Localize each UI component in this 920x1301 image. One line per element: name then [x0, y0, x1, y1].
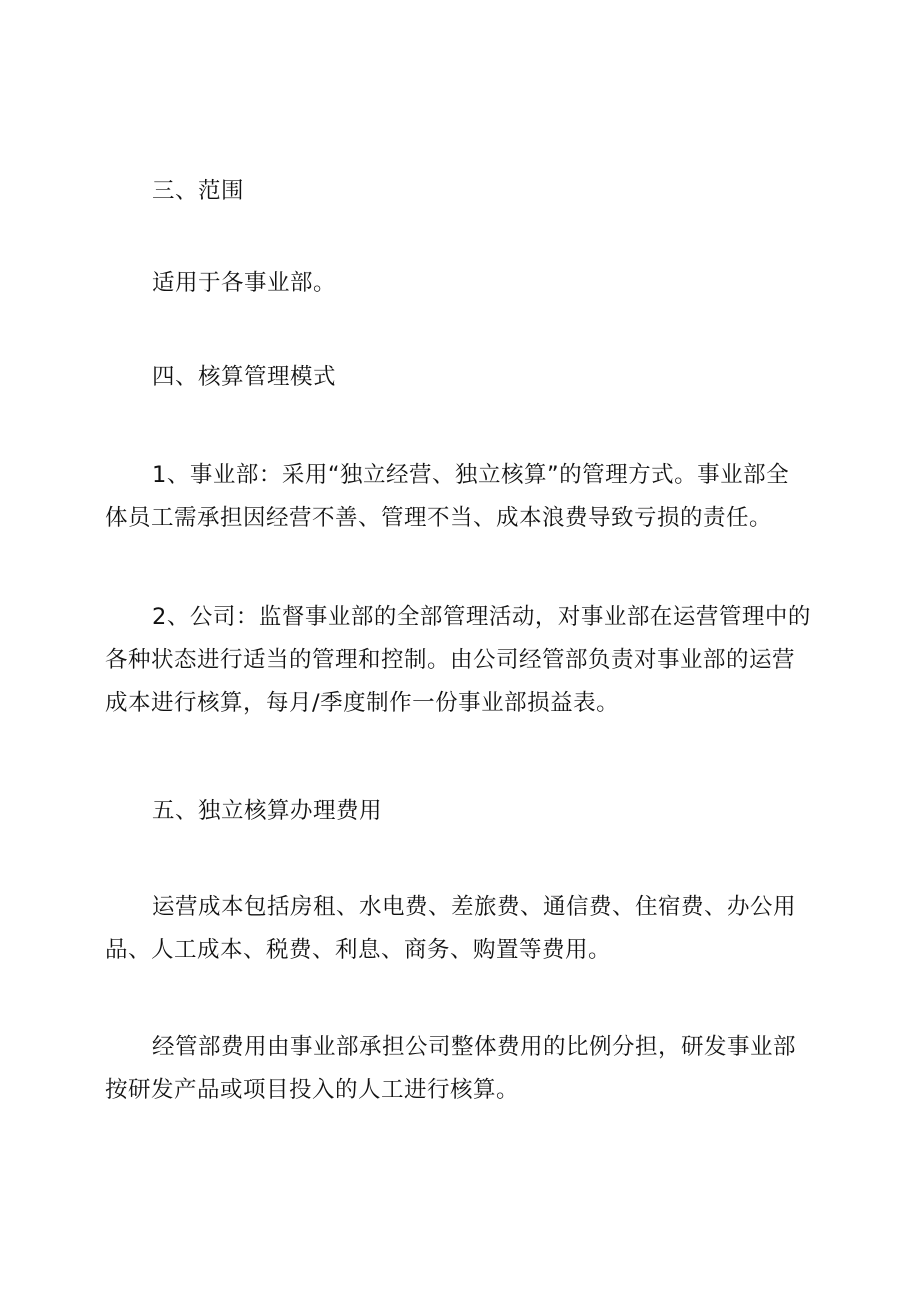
paragraph-line: 运营成本包括房租、水电费、差旅费、通信费、住宿费、办公用 [152, 894, 797, 920]
paragraph-line: 按研发产品或项目投入的人工进行核算。 [105, 1077, 520, 1103]
paragraph-line: 品、人工成本、税费、利息、商务、购置等费用。 [105, 937, 612, 963]
expenses-paragraph-2 [105, 1026, 817, 1112]
paragraph-line: 成本进行核算，每月/季度制作一份事业部损益表。 [105, 690, 620, 716]
heading-text: 四、核算管理模式 [152, 364, 337, 390]
scope-paragraph [105, 262, 817, 305]
section-heading-expenses [105, 790, 817, 833]
accounting-item-1 [105, 454, 817, 540]
expenses-paragraph-1 [105, 886, 817, 972]
paragraph-line: 2、公司：监督事业部的全部管理活动，对事业部在运营管理中的 [152, 604, 811, 630]
paragraph-line: 1、事业部：采用“独立经营、独立核算”的管理方式。事业部全 [152, 462, 790, 488]
section-heading-scope [105, 170, 817, 213]
paragraph-line: 体员工需承担因经营不善、管理不当、成本浪费导致亏损的责任。 [105, 505, 773, 531]
paragraph-line: 经管部费用由事业部承担公司整体费用的比例分担，研发事业部 [152, 1034, 797, 1060]
accounting-item-2 [105, 596, 817, 725]
section-heading-accounting-mode [105, 356, 817, 399]
paragraph-line: 各种状态进行适当的管理和控制。由公司经管部负责对事业部的运营 [105, 647, 796, 673]
paragraph-line: 适用于各事业部。 [152, 270, 337, 296]
heading-text: 五、独立核算办理费用 [152, 798, 383, 824]
heading-text: 三、范围 [152, 178, 245, 204]
